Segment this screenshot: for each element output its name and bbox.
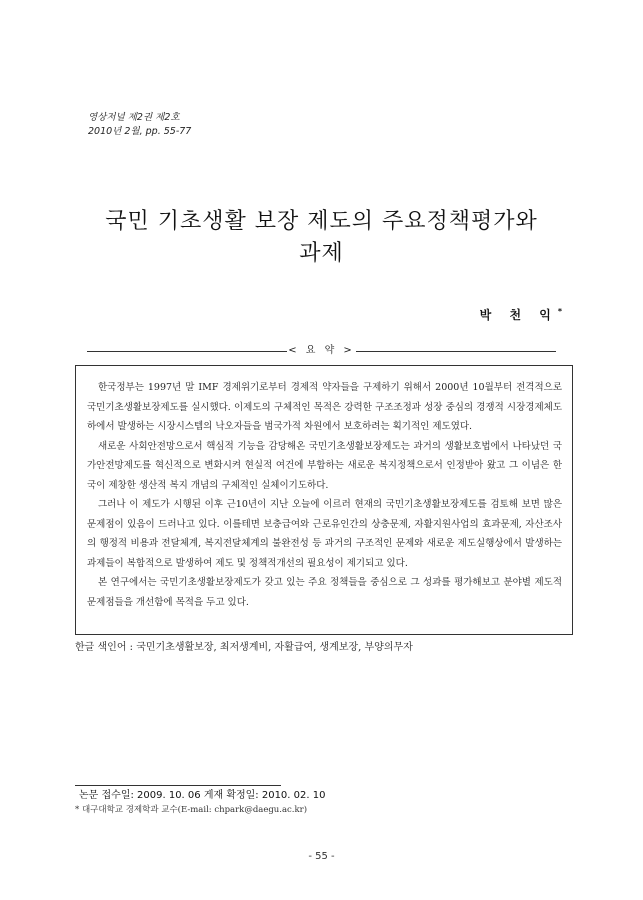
author-footnote-mark: * [557,307,562,316]
author-name: 박 천 익 [479,308,558,322]
paper-title [40,206,603,270]
journal-info [88,111,191,139]
abstract-paragraph: 그러나 이 제도가 시행된 이후 근10년이 지난 오늘에 이르러 현재의 국민기초생활보장제도를 검토해 보면 많은 문제점이 있음이 드러나고 있다. 이를테면 보충급여와 근로유인간의 상충문제, 자활지원사업의 효과문제, 자산조사의 행정적 비용과 전달체계, 복지전달체계의 불완전성 등 과거의 구조적인 문제와 새로운 제도실행상에서 발생하는 과제들이 복합적으로 발생하여 제도 및 정책적개선의 필요성이 제기되고 있다. [87,499,562,569]
paper-title-line-2: 과제 [299,241,344,266]
abstract-heading-rule-right [356,351,556,352]
abstract-heading [87,344,556,358]
page-number: - 55 - [308,851,335,862]
footnote-divider [75,785,281,786]
journal-volume: 영상저널 제2권 제2호 [88,112,180,123]
abstract-paragraph: 본 연구에서는 국민기초생활보장제도가 갖고 있는 주요 정책들을 중심으로 그 성과를 평가해보고 분야별 제도적 문제점들을 개선함에 목적을 두고 있다. [87,577,562,608]
keywords: 한글 색인어 : 국민기초생활보장, 최저생계비, 자활급여, 생계보장, 부양의무자 [75,642,413,653]
author [480,306,562,323]
paper-title-line-1: 국민 기초생활 보장 제도의 주요정책평가와 [105,209,538,234]
footnote-affiliation: * 대구대학교 경제학과 교수(E-mail: chpark@daegu.ac.kr) [75,805,308,815]
abstract-paragraph: 한국정부는 1997년 말 IMF 경제위기로부터 경제적 약자들을 구제하기 위해서 2000년 10월부터 전격적으로 국민기초생활보장제도를 실시했다. 이제도의 구체적인 목적은 강력한 구조조정과 성장 중심의 경쟁적 시장경제체도하에서 발생하는 시장시스템의 낙오자들을 범국가적 차원에서 보호하려는 획기적인 제도였다. [87,382,562,432]
abstract-box [75,365,573,635]
footnote-dates: 논문 접수일: 2009. 10. 06 게재 확정일: 2010. 02. 10 [79,790,326,801]
abstract-heading-label: < 요 약 > [288,345,355,356]
abstract-paragraph: 새로운 사회안전망으로서 핵심적 기능을 감당해온 국민기초생활보장제도는 과거의 생활보호법에서 나타났던 국가안전망제도를 혁신적으로 변화시켜 현실적 여건에 부합하는 새로운 복지정책으로서 인정받아 왔고 그 이념은 한국이 제창한 생산적 복지 개념의 구체적인 실체이기도하다. [87,440,562,491]
journal-date-pages: 2010년 2월, pp. 55-77 [88,126,192,137]
